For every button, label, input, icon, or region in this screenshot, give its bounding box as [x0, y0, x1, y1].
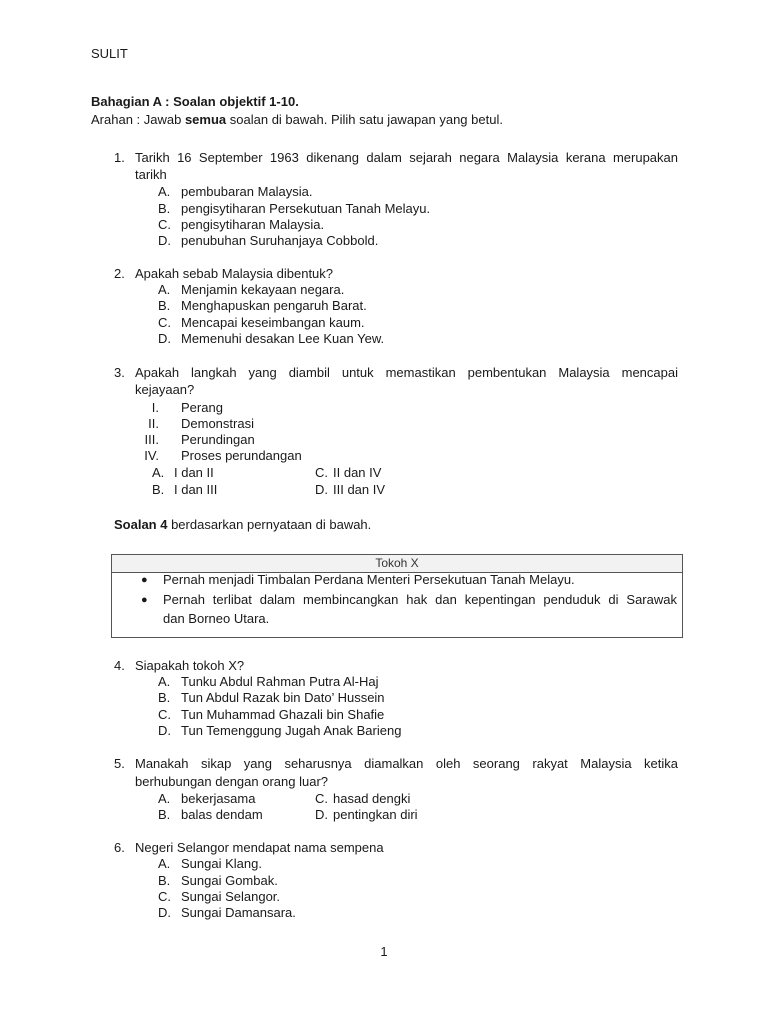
- bullet-icon: ●: [141, 574, 148, 586]
- question-intro: Soalan 4 berdasarkan pernyataan di bawah.: [114, 517, 372, 532]
- option-letter: A.: [158, 282, 171, 297]
- option-text: I dan II: [174, 465, 214, 480]
- option-text: bekerjasama: [181, 791, 256, 806]
- option-text: I dan III: [174, 482, 218, 497]
- option-text: Menghapuskan pengaruh Barat.: [181, 298, 367, 313]
- question-text: Siapakah tokoh X?: [135, 658, 245, 673]
- option-letter: B.: [158, 201, 171, 216]
- box-bullet-text: Pernah menjadi Timbalan Perdana Menteri Persekutuan Tanah Melayu.: [163, 572, 575, 587]
- option-text: Tun Abdul Razak bin Dato’ Hussein: [181, 690, 385, 705]
- option-text: pentingkan diri: [333, 807, 418, 822]
- option-text: pembubaran Malaysia.: [181, 184, 313, 199]
- option-text: Tunku Abdul Rahman Putra Al-Haj: [181, 674, 379, 689]
- instruction-emphasis: semua: [184, 112, 227, 127]
- option-letter: C.: [315, 791, 328, 806]
- page-number: 1: [380, 944, 388, 959]
- roman-item-text: Perang: [181, 400, 223, 415]
- option-text: hasad dengki: [333, 791, 411, 806]
- option-letter: C.: [158, 889, 171, 904]
- roman-item-text: Perundingan: [181, 432, 255, 447]
- option-letter: A.: [158, 856, 171, 871]
- question-number: 3.: [114, 365, 125, 380]
- section-title: Bahagian A : Soalan objektif 1-10.: [91, 94, 299, 109]
- option-text: balas dendam: [181, 807, 263, 822]
- option-letter: D.: [315, 482, 328, 497]
- option-letter: C.: [158, 315, 171, 330]
- option-letter: A.: [158, 184, 171, 199]
- option-letter: A.: [158, 791, 171, 806]
- option-letter: D.: [315, 807, 328, 822]
- roman-numeral: III.: [144, 432, 159, 447]
- option-letter: A.: [158, 674, 171, 689]
- option-letter: C.: [158, 217, 171, 232]
- option-text: Sungai Gombak.: [181, 873, 278, 888]
- option-letter: B.: [152, 482, 165, 497]
- question-text: Negeri Selangor mendapat nama sempena: [135, 840, 384, 855]
- roman-item-text: Proses perundangan: [181, 448, 302, 463]
- option-text: III dan IV: [333, 482, 386, 497]
- option-letter: A.: [152, 465, 165, 480]
- option-text: penubuhan Suruhanjaya Cobbold.: [181, 233, 379, 248]
- bullet-icon: ●: [141, 594, 148, 606]
- option-letter: D.: [158, 723, 171, 738]
- option-letter: C.: [315, 465, 328, 480]
- option-text: Memenuhi desakan Lee Kuan Yew.: [181, 331, 385, 346]
- tokoh-box-header: Tokoh X: [112, 555, 682, 573]
- question-text-cont: kejayaan?: [135, 382, 195, 397]
- box-bullet-text: Pernah terlibat dalam membincangkan hak dan kepentingan penduduk di Sarawak: [163, 592, 677, 607]
- option-text: Sungai Selangor.: [181, 889, 281, 904]
- question-text: Apakah sebab Malaysia dibentuk?: [135, 266, 334, 281]
- option-letter: B.: [158, 873, 171, 888]
- question-text-cont: tarikh: [135, 167, 167, 182]
- roman-numeral: IV.: [144, 448, 159, 463]
- question-number: 1.: [114, 150, 125, 165]
- option-letter: C.: [158, 707, 171, 722]
- option-letter: D.: [158, 905, 171, 920]
- option-text: pengisytiharan Malaysia.: [181, 217, 325, 232]
- question-number: 5.: [114, 756, 125, 771]
- option-text: Sungai Klang.: [181, 856, 262, 871]
- option-letter: D.: [158, 331, 171, 346]
- roman-item-text: Demonstrasi: [181, 416, 254, 431]
- roman-numeral: I.: [151, 400, 159, 415]
- box-bullet-text-cont: dan Borneo Utara.: [163, 611, 270, 626]
- option-text: II dan IV: [333, 465, 382, 480]
- question-text: Apakah langkah yang diambil untuk memastikan pembentukan Malaysia mencapai: [135, 365, 678, 380]
- question-text-cont: berhubungan dengan orang luar?: [135, 774, 329, 789]
- option-letter: B.: [158, 690, 171, 705]
- roman-numeral: II.: [148, 416, 159, 431]
- option-letter: B.: [158, 807, 171, 822]
- option-text: Mencapai keseimbangan kaum.: [181, 315, 365, 330]
- instruction-text: Arahan : Jawab semua soalan di bawah. Pilih satu jawapan yang betul.: [91, 112, 503, 127]
- header-label: SULIT: [91, 46, 128, 61]
- option-text: Tun Temenggung Jugah Anak Barieng: [181, 723, 402, 738]
- question-number: 6.: [114, 840, 125, 855]
- question-number: 4.: [114, 658, 125, 673]
- question-text: Manakah sikap yang seharusnya diamalkan oleh seorang rakyat Malaysia ketika: [135, 756, 678, 771]
- question-text: Tarikh 16 September 1963 dikenang dalam sejarah negara Malaysia kerana merupakan: [135, 150, 678, 165]
- option-text: Sungai Damansara.: [181, 905, 296, 920]
- option-text: pengisytiharan Persekutuan Tanah Melayu.: [181, 201, 431, 216]
- question-number: 2.: [114, 266, 125, 281]
- option-letter: D.: [158, 233, 171, 248]
- option-letter: B.: [158, 298, 171, 313]
- option-text: Menjamin kekayaan negara.: [181, 282, 345, 297]
- option-text: Tun Muhammad Ghazali bin Shafie: [181, 707, 385, 722]
